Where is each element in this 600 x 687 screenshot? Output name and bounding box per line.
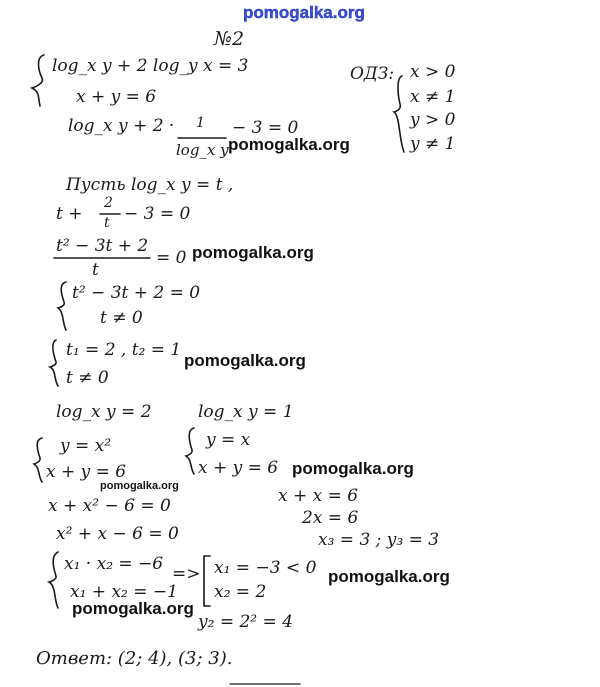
case1-line3: x + x² − 6 = 0 — [48, 496, 171, 516]
substitution-line: Пусть log_x y = t , — [66, 175, 234, 195]
eq-frac-den: t — [92, 260, 99, 280]
watermark-7[interactable]: pomogalka.org — [72, 599, 194, 618]
transform-num: 1 — [196, 115, 205, 131]
vieta-eq2: x₁ + x₂ = −1 — [70, 582, 178, 602]
case1-head: log_x y = 2 — [56, 402, 152, 422]
answer-line: Ответ: (2; 4), (3; 3). — [36, 648, 233, 669]
case2-eq1: y = x — [206, 430, 251, 450]
transform-left: log_x y + 2 · — [68, 116, 175, 136]
eq-frac-right: = 0 — [156, 248, 187, 268]
case2-head: log_x y = 1 — [198, 402, 294, 422]
vieta-arrow: => — [172, 564, 201, 584]
vieta-r3: y₂ = 2² = 4 — [198, 612, 293, 632]
case1-line4: x² + x − 6 = 0 — [56, 524, 179, 544]
watermark-5[interactable]: pomogalka.org — [100, 480, 179, 492]
brace-case1 — [34, 438, 42, 482]
eq-t-left: t + — [56, 204, 83, 224]
odz-c1: x > 0 — [410, 62, 456, 82]
case2-line5: x₃ = 3 ; y₃ = 3 — [318, 530, 440, 550]
transform-den: log_x y — [176, 141, 229, 159]
watermark-top[interactable]: pomogalka.org — [243, 3, 365, 22]
odz-c4: y ≠ 1 — [410, 134, 456, 154]
system-roots-eq1: t₁ = 2 , t₂ = 1 — [66, 340, 182, 360]
brace-vieta — [49, 552, 58, 608]
bracket-union — [204, 556, 210, 606]
case1-eq1: y = x² — [60, 436, 112, 456]
eq-t-den: t — [104, 215, 110, 231]
watermark-3[interactable]: pomogalka.org — [184, 351, 306, 370]
system-roots-eq2: t ≠ 0 — [66, 368, 109, 388]
brace-system-roots — [50, 340, 58, 386]
brace-system1 — [32, 55, 44, 106]
system1-eq2: x + y = 6 — [76, 87, 157, 107]
brace-case2 — [186, 428, 194, 474]
odz-c3: y > 0 — [410, 110, 456, 130]
eq-t-num: 2 — [104, 195, 113, 211]
system-t-eq2: t ≠ 0 — [100, 308, 143, 328]
watermark-1[interactable]: pomogalka.org — [228, 135, 350, 154]
brace-odz — [394, 76, 404, 152]
watermark-2[interactable]: pomogalka.org — [192, 243, 314, 262]
transform-right: − 3 = 0 — [232, 118, 299, 138]
case1-eq2: x + y = 6 — [46, 462, 127, 482]
watermark-4[interactable]: pomogalka.org — [292, 459, 414, 478]
eq-t-right: − 3 = 0 — [124, 204, 191, 224]
vieta-r2: x₂ = 2 — [214, 582, 267, 602]
brace-system-t — [58, 282, 66, 330]
problem-number: №2 — [214, 28, 245, 50]
eq-frac-num: t² − 3t + 2 — [56, 236, 149, 256]
case2-eq2: x + y = 6 — [198, 458, 279, 478]
vieta-r1: x₁ = −3 < 0 — [214, 558, 317, 578]
system-t-eq1: t² − 3t + 2 = 0 — [72, 283, 201, 303]
case2-line4: 2x = 6 — [302, 508, 359, 528]
odz-c2: x ≠ 1 — [410, 87, 456, 107]
vieta-eq1: x₁ · x₂ = −6 — [64, 554, 164, 574]
watermark-6[interactable]: pomogalka.org — [328, 567, 450, 586]
odz-label: ОДЗ: — [350, 64, 395, 84]
system1-eq1: log_x y + 2 log_y x = 3 — [52, 56, 249, 76]
case2-line3: x + x = 6 — [278, 486, 359, 506]
